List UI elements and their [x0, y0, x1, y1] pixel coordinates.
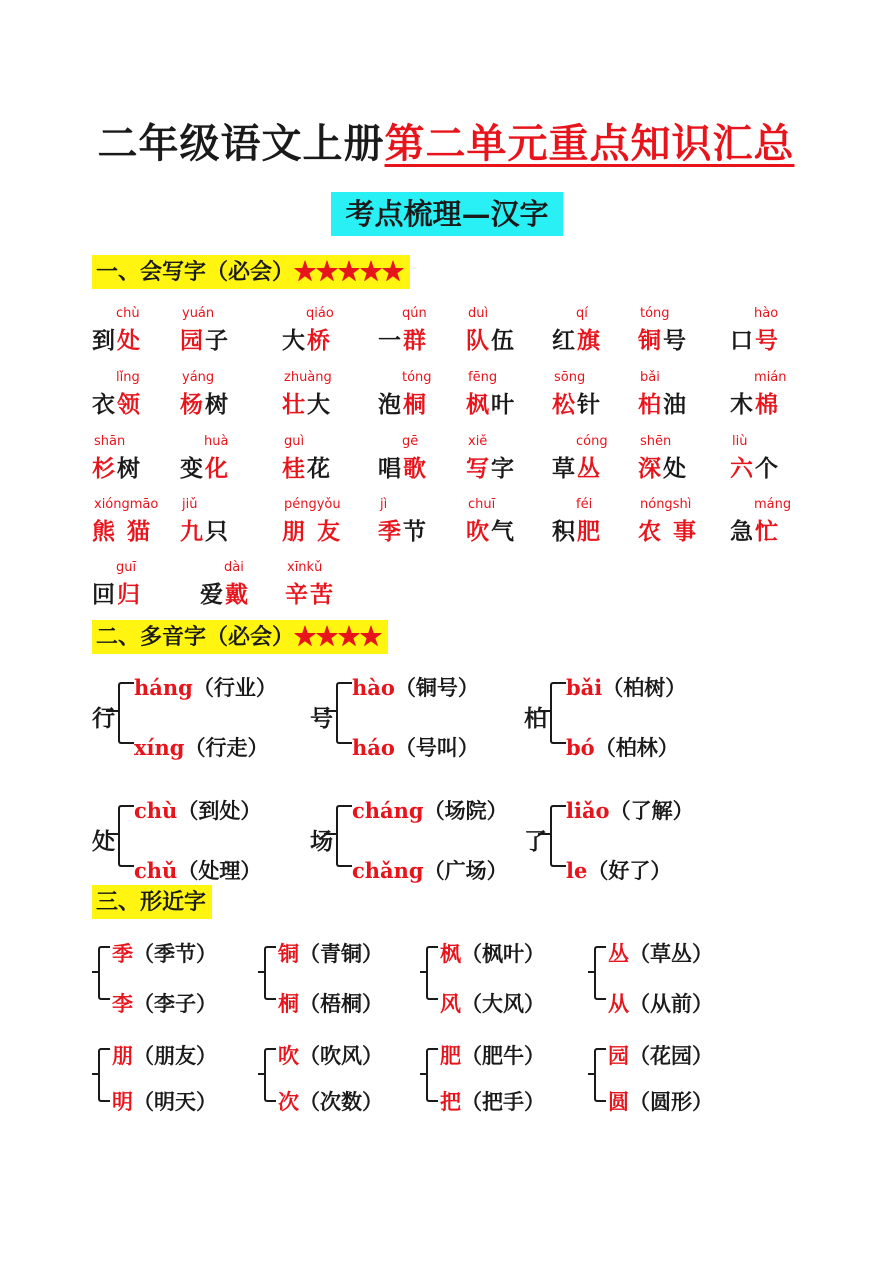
reading-row: [134, 732, 268, 762]
target-char: 写: [466, 455, 491, 482]
reading-row: [566, 732, 679, 762]
word-text: [92, 386, 142, 419]
word-text: [92, 513, 152, 546]
bracket-icon: [550, 805, 566, 867]
similar-word: （大风）: [461, 991, 545, 1016]
target-char: 铜: [638, 327, 663, 354]
similar-word: （明天）: [133, 1089, 217, 1114]
plain-char: 大: [307, 391, 332, 418]
target-char: 杉: [92, 455, 117, 482]
target-char: 桥: [307, 327, 332, 354]
plain-char: 变: [180, 455, 205, 482]
similar-group: [92, 1040, 242, 1114]
plain-char: 一: [378, 327, 403, 354]
polyphone-char: 了: [524, 828, 547, 855]
plain-char: 回: [92, 581, 117, 608]
word-text: [466, 450, 516, 483]
similar-word: （季节）: [133, 941, 217, 966]
reading-pinyin: xíng: [134, 735, 185, 760]
pinyin-label: péngyǒu: [284, 497, 341, 512]
word-text: [282, 513, 342, 546]
plain-char: 木: [730, 391, 755, 418]
pinyin-label: jiǔ: [182, 497, 198, 512]
pinyin-label: hào: [754, 306, 779, 321]
target-char: 领: [117, 391, 142, 418]
similar-group: [588, 1040, 738, 1114]
reading-row: [566, 855, 671, 885]
word-text: [638, 322, 688, 355]
word-text: [730, 386, 780, 419]
similar-word: （吹风）: [299, 1043, 383, 1068]
word-text: [638, 386, 688, 419]
plain-char: 油: [663, 391, 688, 418]
word-text: [180, 513, 230, 546]
word-text: [92, 450, 142, 483]
word-item: [282, 370, 392, 430]
pinyin-label: lǐng: [116, 370, 140, 385]
similar-word: （把手）: [461, 1089, 545, 1114]
word-text: [638, 450, 688, 483]
plain-char: 只: [205, 518, 230, 545]
similar-row: [112, 1086, 217, 1116]
plain-char: 衣: [92, 391, 117, 418]
similar-word: （朋友）: [133, 1043, 217, 1068]
similar-char: 季: [112, 941, 133, 966]
section-heading-write: [92, 255, 410, 289]
word-item: [730, 306, 840, 366]
plain-char: 花: [307, 455, 332, 482]
similar-row: [608, 988, 713, 1018]
word-text: [282, 450, 332, 483]
title-part-1: 二年级语文上册: [97, 120, 385, 167]
word-text: [466, 513, 516, 546]
plain-char: 爱: [200, 581, 225, 608]
bracket-icon: [426, 946, 438, 1000]
target-char: 壮: [282, 391, 307, 418]
subtitle: 考点梳理—汉字: [331, 192, 563, 236]
pinyin-label: duì: [468, 306, 489, 321]
similar-row: [608, 938, 713, 968]
reading-pinyin: hào: [352, 675, 395, 700]
word-item: [285, 560, 395, 620]
pinyin-label: jì: [380, 497, 388, 512]
bracket-icon: [264, 946, 276, 1000]
plain-char: 积: [552, 518, 577, 545]
pinyin-label: huà: [204, 434, 229, 449]
similar-row: [440, 1086, 545, 1116]
plain-char: 红: [552, 327, 577, 354]
polyphone-group: [310, 795, 510, 885]
similar-char: 把: [440, 1089, 461, 1114]
pinyin-label: qún: [402, 306, 427, 321]
plain-char: 大: [282, 327, 307, 354]
similar-char: 次: [278, 1089, 299, 1114]
plain-char: 节: [403, 518, 428, 545]
section-label: 三、形近字: [96, 889, 207, 915]
bracket-icon: [336, 805, 352, 867]
bracket-stem: [538, 833, 550, 835]
target-char: 肥: [577, 518, 602, 545]
target-char: 处: [117, 327, 142, 354]
reading-word: （铜号）: [394, 675, 479, 700]
word-text: [378, 450, 428, 483]
bracket-icon: [118, 682, 134, 744]
reading-row: [134, 672, 277, 702]
similar-char: 明: [112, 1089, 133, 1114]
reading-row: [134, 795, 261, 825]
word-text: [92, 322, 142, 355]
reading-pinyin: cháng: [352, 798, 424, 823]
pinyin-label: chuī: [468, 497, 496, 512]
similar-row: [278, 1086, 383, 1116]
pinyin-label: bǎi: [640, 370, 660, 385]
bracket-stem: [538, 710, 550, 712]
target-char: 忙: [755, 518, 780, 545]
similar-row: [440, 938, 545, 968]
reading-word: （柏树）: [602, 675, 687, 700]
similar-row: [440, 988, 545, 1018]
plain-char: 到: [92, 327, 117, 354]
target-char: 枫: [466, 391, 491, 418]
similar-group: [420, 1040, 570, 1114]
plain-char: 泡: [378, 391, 403, 418]
target-char: 熊 猫: [92, 518, 153, 545]
similar-group: [420, 938, 570, 1016]
polyphone-group: [92, 795, 292, 885]
target-char: 戴: [225, 581, 250, 608]
similar-word: （青铜）: [299, 941, 383, 966]
similar-word: （次数）: [299, 1089, 383, 1114]
section-heading-polyphone: [92, 620, 388, 654]
word-text: [730, 450, 780, 483]
reading-row: [566, 795, 694, 825]
similar-word: （花园）: [629, 1043, 713, 1068]
title-part-2: 第二单元重点知识汇总: [384, 120, 795, 167]
target-char: 歌: [403, 455, 428, 482]
pinyin-label: qiáo: [306, 306, 334, 321]
reading-word: （号叫）: [394, 735, 479, 760]
section-label: 二、多音字（必会）: [96, 624, 295, 650]
polyphone-group: [310, 672, 510, 762]
pinyin-label: yáng: [182, 370, 215, 385]
similar-group: [588, 938, 738, 1016]
target-char: 农 事: [638, 518, 699, 545]
plain-char: 气: [491, 518, 516, 545]
pinyin-label: tóng: [640, 306, 670, 321]
pinyin-label: tóng: [402, 370, 432, 385]
bracket-icon: [98, 1048, 110, 1102]
target-char: 棉: [755, 391, 780, 418]
word-text: [92, 576, 142, 609]
reading-pinyin: chǔ: [134, 858, 178, 883]
bracket-stem: [106, 710, 118, 712]
reading-word: （柏林）: [594, 735, 679, 760]
pinyin-label: zhuàng: [284, 370, 332, 385]
pinyin-label: fēng: [468, 370, 498, 385]
word-text: [552, 513, 602, 546]
similar-group: [258, 938, 408, 1016]
target-char: 九: [180, 518, 205, 545]
target-char: 化: [205, 455, 230, 482]
polyphone-char: 柏: [524, 705, 547, 732]
plain-char: 字: [491, 455, 516, 482]
similar-row: [278, 988, 383, 1018]
reading-pinyin: háng: [134, 675, 193, 700]
similar-row: [278, 938, 383, 968]
bracket-icon: [594, 1048, 606, 1102]
word-text: [552, 322, 602, 355]
pinyin-label: xióngmāo: [94, 497, 159, 512]
polyphone-char: 处: [92, 828, 115, 855]
similar-row: [112, 1040, 217, 1070]
plain-char: 树: [117, 455, 142, 482]
pinyin-label: nóngshì: [640, 497, 692, 512]
word-text: [282, 386, 332, 419]
word-item: [282, 434, 392, 494]
target-char: 园: [180, 327, 205, 354]
pinyin-label: shān: [94, 434, 126, 449]
similar-char: 从: [608, 991, 629, 1016]
word-text: [378, 322, 428, 355]
reading-word: （了解）: [609, 798, 694, 823]
pinyin-label: guī: [116, 560, 137, 575]
similar-word: （从前）: [629, 991, 713, 1016]
word-text: [552, 386, 602, 419]
plain-char: 急: [730, 518, 755, 545]
polyphone-char: 号: [310, 705, 333, 732]
word-item: [92, 560, 202, 620]
word-item: [180, 306, 290, 366]
word-text: [466, 386, 516, 419]
word-text: [282, 322, 332, 355]
target-char: 桐: [403, 391, 428, 418]
similar-char: 风: [440, 991, 461, 1016]
reading-pinyin: le: [566, 858, 588, 883]
word-item: [730, 497, 840, 557]
word-text: [378, 386, 428, 419]
reading-row: [352, 732, 479, 762]
reading-row: [352, 795, 508, 825]
similar-word: （梧桐）: [299, 991, 383, 1016]
word-text: [466, 322, 516, 355]
word-item: [730, 434, 840, 494]
similar-char: 圆: [608, 1089, 629, 1114]
section-heading-similar: [92, 885, 212, 919]
target-char: 桂: [282, 455, 307, 482]
pinyin-label: guì: [284, 434, 305, 449]
similar-char: 铜: [278, 941, 299, 966]
target-char: 杨: [180, 391, 205, 418]
target-char: 深: [638, 455, 663, 482]
reading-row: [134, 855, 261, 885]
bracket-stem: [324, 710, 336, 712]
plain-char: 口: [730, 327, 755, 354]
target-char: 朋 友: [282, 518, 343, 545]
similar-row: [440, 1040, 545, 1070]
reading-word: （好了）: [587, 858, 672, 883]
target-char: 季: [378, 518, 403, 545]
similar-word: （枫叶）: [461, 941, 545, 966]
word-text: [180, 386, 230, 419]
similar-row: [608, 1086, 713, 1116]
bracket-icon: [98, 946, 110, 1000]
similar-word: （肥牛）: [461, 1043, 545, 1068]
word-text: [285, 576, 335, 609]
reading-word: （行走）: [184, 735, 269, 760]
word-item: [180, 497, 290, 557]
bracket-icon: [550, 682, 566, 744]
plain-char: 处: [663, 455, 688, 482]
similar-word: （李子）: [133, 991, 217, 1016]
reading-pinyin: chǎng: [352, 858, 424, 883]
reading-word: （到处）: [177, 798, 262, 823]
pinyin-label: máng: [754, 497, 792, 512]
reading-pinyin: chù: [134, 798, 178, 823]
reading-row: [352, 855, 508, 885]
reading-pinyin: háo: [352, 735, 395, 760]
pinyin-label: xīnkǔ: [287, 560, 323, 575]
plain-char: 个: [755, 455, 780, 482]
pinyin-label: dài: [224, 560, 244, 575]
bracket-icon: [594, 946, 606, 1000]
pinyin-label: féi: [576, 497, 593, 512]
word-item: [180, 434, 290, 494]
reading-pinyin: bǎi: [566, 675, 603, 700]
similar-word: （草丛）: [629, 941, 713, 966]
plain-char: 号: [663, 327, 688, 354]
bracket-icon: [426, 1048, 438, 1102]
reading-pinyin: bó: [566, 735, 595, 760]
reading-pinyin: liǎo: [566, 798, 610, 823]
similar-word: （圆形）: [629, 1089, 713, 1114]
bracket-icon: [264, 1048, 276, 1102]
star-rating-icon: ★★★★: [294, 624, 383, 650]
similar-group: [258, 1040, 408, 1114]
target-char: 丛: [577, 455, 602, 482]
polyphone-char: 场: [310, 828, 333, 855]
pinyin-label: sōng: [554, 370, 586, 385]
plain-char: 树: [205, 391, 230, 418]
similar-row: [112, 988, 217, 1018]
reading-word: （场院）: [423, 798, 508, 823]
pinyin-label: xiě: [468, 434, 488, 449]
polyphone-group: [524, 795, 724, 885]
bracket-icon: [118, 805, 134, 867]
reading-row: [566, 672, 686, 702]
word-item: [282, 497, 392, 557]
star-rating-icon: ★★★★★: [294, 259, 405, 285]
polyphone-group: [92, 672, 292, 762]
pinyin-label: gē: [402, 434, 419, 449]
word-text: [180, 450, 230, 483]
bracket-stem: [324, 833, 336, 835]
similar-char: 枫: [440, 941, 461, 966]
similar-char: 肥: [440, 1043, 461, 1068]
polyphone-group: [524, 672, 724, 762]
word-text: [730, 513, 780, 546]
word-text: [552, 450, 602, 483]
word-item: [282, 306, 392, 366]
reading-word: （广场）: [423, 858, 508, 883]
target-char: 六: [730, 455, 755, 482]
pinyin-label: liù: [732, 434, 748, 449]
target-char: 吹: [466, 518, 491, 545]
target-char: 队: [466, 327, 491, 354]
target-char: 松: [552, 391, 577, 418]
pinyin-label: yuán: [182, 306, 215, 321]
target-char: 群: [403, 327, 428, 354]
section-label: 一、会写字（必会）: [96, 259, 295, 285]
similar-char: 园: [608, 1043, 629, 1068]
plain-char: 叶: [491, 391, 516, 418]
target-char: 辛苦: [285, 581, 335, 608]
word-text: [378, 513, 428, 546]
pinyin-label: cóng: [576, 434, 608, 449]
word-text: [200, 576, 250, 609]
polyphone-char: 行: [92, 705, 115, 732]
similar-char: 朋: [112, 1043, 133, 1068]
word-item: [730, 370, 840, 430]
pinyin-label: mián: [754, 370, 787, 385]
reading-word: （行业）: [192, 675, 277, 700]
similar-char: 丛: [608, 941, 629, 966]
similar-group: [92, 938, 242, 1016]
pinyin-label: qí: [576, 306, 588, 321]
plain-char: 子: [205, 327, 230, 354]
reading-word: （处理）: [177, 858, 262, 883]
similar-char: 吹: [278, 1043, 299, 1068]
bracket-stem: [106, 833, 118, 835]
similar-row: [278, 1040, 383, 1070]
plain-char: 唱: [378, 455, 403, 482]
target-char: 柏: [638, 391, 663, 418]
word-text: [730, 322, 780, 355]
page-title: [0, 112, 892, 169]
reading-row: [352, 672, 479, 702]
word-item: [180, 370, 290, 430]
bracket-icon: [336, 682, 352, 744]
similar-row: [608, 1040, 713, 1070]
plain-char: 伍: [491, 327, 516, 354]
target-char: 归: [117, 581, 142, 608]
pinyin-label: chù: [116, 306, 140, 321]
similar-row: [112, 938, 217, 968]
plain-char: 针: [577, 391, 602, 418]
pinyin-label: shēn: [640, 434, 672, 449]
word-text: [638, 513, 698, 546]
word-text: [180, 322, 230, 355]
similar-char: 桐: [278, 991, 299, 1016]
plain-char: 草: [552, 455, 577, 482]
similar-char: 李: [112, 991, 133, 1016]
target-char: 旗: [577, 327, 602, 354]
target-char: 号: [755, 327, 780, 354]
